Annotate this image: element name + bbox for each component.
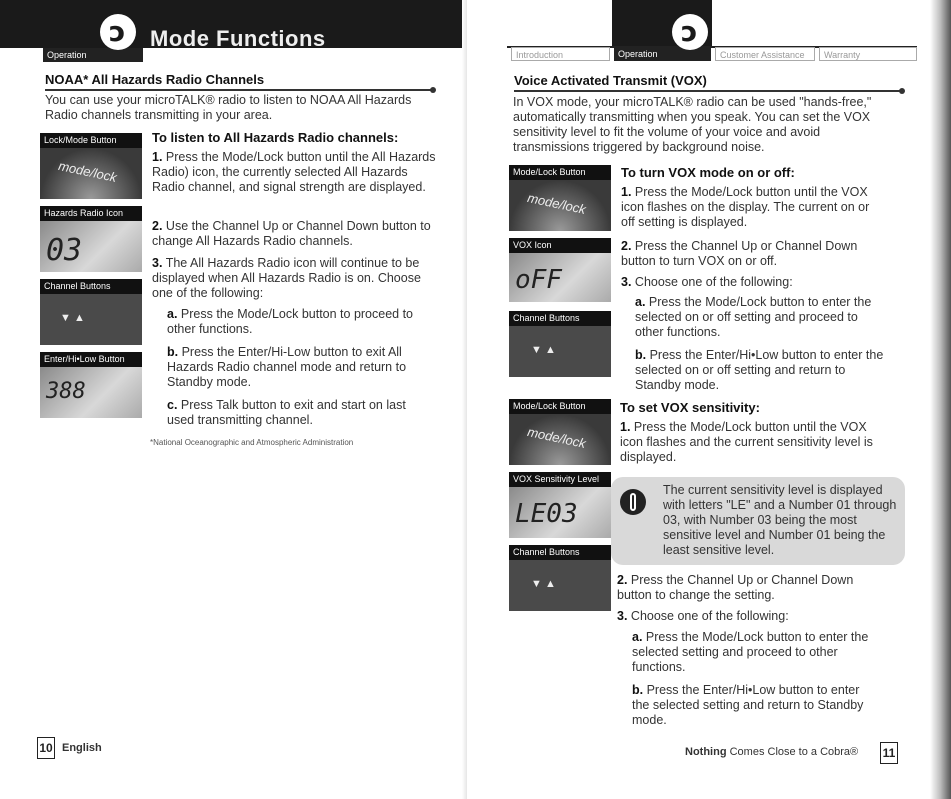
substep-c: c. Press Talk button to exit and start on last used transmitting channel. <box>167 398 406 427</box>
step-3: 3. The All Hazards Radio icon will continue to be displayed when All Hazards Radio is on. Choose one of the following: <box>152 256 421 300</box>
section-rule <box>45 89 433 91</box>
step-1: 1. Press the Mode/Lock button until the VOX icon flashes on the display. The current on or off setting is displayed. <box>621 185 870 229</box>
subhead-vox-on-off: To turn VOX mode on or off: <box>621 165 795 180</box>
page-edge-shadow <box>930 0 951 799</box>
thumb-vox-icon: VOX Icon oFF <box>509 238 611 302</box>
step-2: 2. Use the Channel Up or Channel Down button to change All Hazards Radio channels. <box>152 219 431 248</box>
cobra-logo-icon: ɔ <box>100 14 136 50</box>
cobra-logo-icon: ɔ <box>672 14 708 50</box>
substep-a-sensitivity: a. Press the Mode/Lock button to enter the selected setting and proceed to other functions. <box>632 630 869 674</box>
thumb-mode-lock-2: Mode/Lock Button mode/lock <box>509 399 611 465</box>
step-1-sensitivity: 1. Press the Mode/Lock button until the VOX icon flashes and the current sensitivity level is displayed. <box>620 420 873 464</box>
section-rule <box>514 90 902 92</box>
footer-slogan: Nothing Comes Close to a Cobra® <box>685 746 859 758</box>
tab-operation: Operation <box>43 48 143 62</box>
substep-b: b. Press the Enter/Hi•Low button to enter the selected on or off setting and return to Standby mode. <box>635 348 884 392</box>
tab-customer-assistance: Customer Assistance <box>715 47 815 61</box>
thumb-vox-sensitivity: VOX Sensitivity Level LE03 <box>509 472 611 538</box>
substep-a: a. Press the Mode/Lock button to proceed to other functions. <box>167 307 414 336</box>
substep-b: b. Press the Enter/Hi-Low button to exit All Hazards Radio channel mode and return to Standby mode. <box>167 345 407 389</box>
right-page <box>467 0 951 799</box>
page-number: 10 <box>37 737 55 759</box>
footnote: *National Oceanographic and Atmospheric Administration <box>150 438 354 447</box>
thumb-hazards-icon: Hazards Radio Icon 03 <box>40 206 142 272</box>
thumb-mode-lock: Mode/Lock Button mode/lock <box>509 165 611 231</box>
tab-warranty: Warranty <box>819 47 917 61</box>
step-3-sensitivity: 3. Choose one of the following: <box>617 609 789 623</box>
footer-language: English <box>62 742 102 754</box>
thumb-enter-hilow: Enter/Hi•Low Button 388 <box>40 352 142 418</box>
section-title: NOAA* All Hazards Radio Channels <box>45 72 265 87</box>
substep-a: a. Press the Mode/Lock button to enter the selected on or off setting and proceed to other functions. <box>635 295 872 339</box>
tab-operation: Operation <box>614 47 711 61</box>
subhead: To listen to All Hazards Radio channels: <box>152 130 399 145</box>
callout-text: The current sensitivity level is displayed with letters "LE" and a Number 01 through 03, with Number 03 being the most sensitive level and Number 01 being the least sensitive level. <box>663 483 897 557</box>
left-page <box>0 0 467 799</box>
info-callout <box>611 477 905 565</box>
substep-b-sensitivity: b. Press the Enter/Hi•Low button to enter the selected setting and return to Standby mode. <box>632 683 864 727</box>
tab-introduction: Introduction <box>511 47 610 61</box>
info-icon <box>620 489 646 515</box>
section-title: Voice Activated Transmit (VOX) <box>514 73 707 88</box>
subhead-vox-sensitivity: To set VOX sensitivity: <box>620 400 760 415</box>
page-number: 11 <box>880 742 898 764</box>
intro-text: In VOX mode, your microTALK® radio can be used "hands-free," automatically transmitting when you speak. You can set the VOX sensitivity level to fit the volume of your voice and avoid transmissions triggered by background noise. <box>513 95 872 154</box>
intro-text: You can use your microTALK® radio to listen to NOAA All Hazards Radio channels transmitting in your area. <box>45 93 412 122</box>
thumb-lock-mode: Lock/Mode Button mode/lock <box>40 133 142 199</box>
step-2: 2. Press the Channel Up or Channel Down button to turn VOX on or off. <box>621 239 858 268</box>
page-title: Mode Functions <box>150 26 326 51</box>
step-3: 3. Choose one of the following: <box>621 275 793 289</box>
thumb-channel-buttons-2: Channel Buttons ▼ ▲ <box>509 545 611 611</box>
step-2-sensitivity: 2. Press the Channel Up or Channel Down button to change the setting. <box>617 573 854 602</box>
thumb-channel-buttons: Channel Buttons ▼ ▲ <box>509 311 611 377</box>
thumb-channel-buttons: Channel Buttons ▼ ▲ <box>40 279 142 345</box>
step-1: 1. Press the Mode/Lock button until the All Hazards Radio) icon, the currently selected All Hazards Radio channel, and signal strength are displayed. <box>152 150 436 194</box>
